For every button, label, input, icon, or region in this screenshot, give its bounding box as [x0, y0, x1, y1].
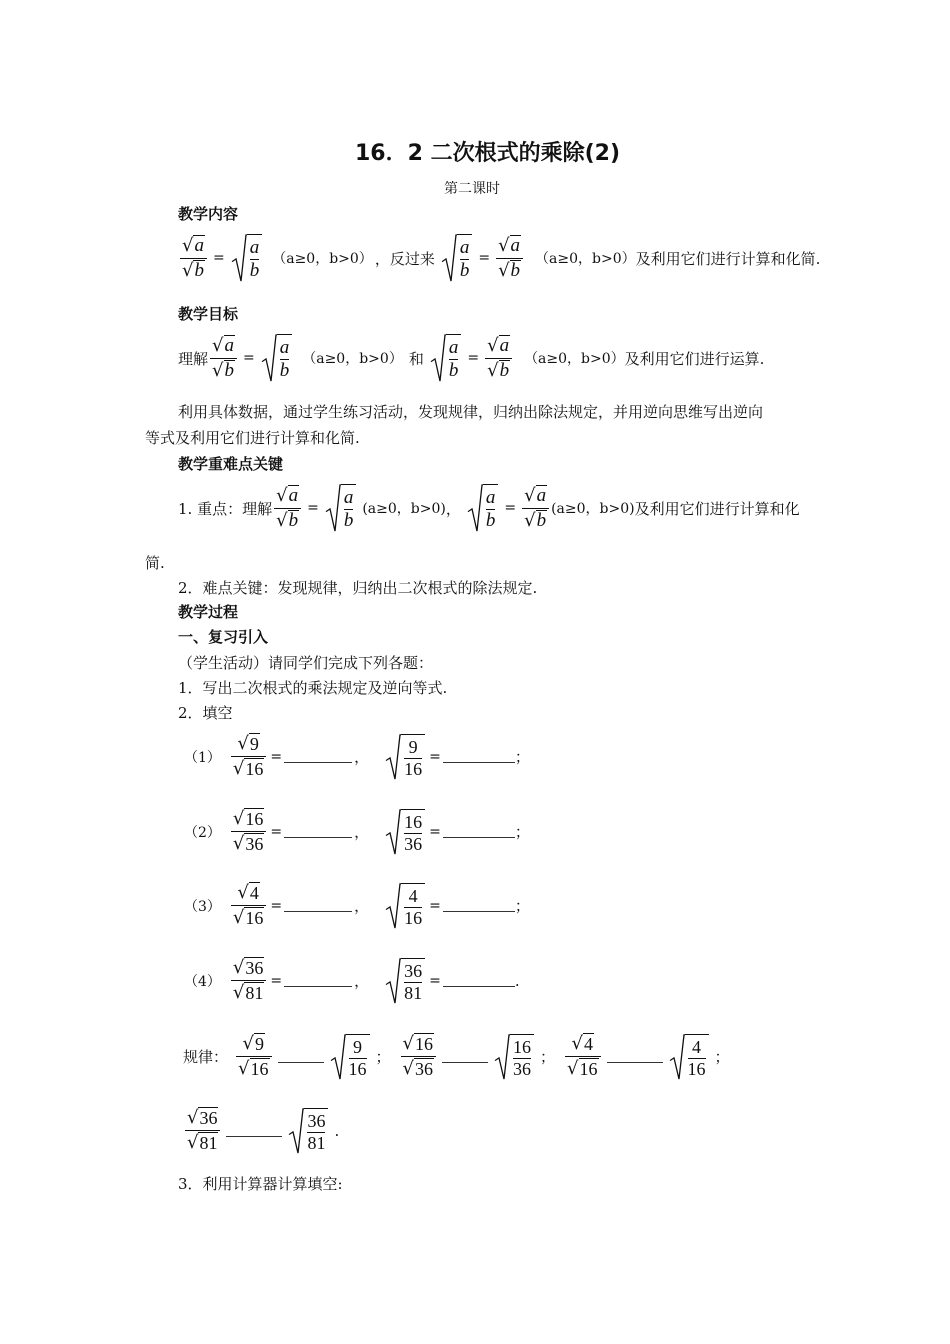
fraction-sqrt-over-sqrt: √ 36 √ 81	[185, 1107, 220, 1154]
fill-item-4: （4） √ 36 √ 81 = ， 36 81 = .	[184, 957, 520, 1003]
item-label: （3）	[184, 898, 221, 915]
sqrt-a-over-b: a b	[467, 484, 499, 532]
answer-blank[interactable]	[443, 899, 515, 912]
answer-blank[interactable]	[284, 825, 352, 838]
item-label: （1）	[184, 749, 221, 766]
compare-blank[interactable]	[226, 1124, 282, 1137]
sqrt-of-fraction: 16 36	[385, 809, 425, 855]
sqrt-a-over-b: a b	[325, 484, 357, 532]
fraction-sqrt-a-over-sqrt-b: √ a √ b	[210, 335, 237, 382]
fill-item-3: （3） √ 4 √ 16 = ， 4 16 = ；	[184, 882, 530, 928]
answer-blank[interactable]	[443, 974, 515, 987]
answer-blank[interactable]	[284, 974, 352, 987]
student-activity: （学生活动）请同学们完成下列各题：	[178, 654, 434, 672]
key-point-cont: 简.	[145, 554, 165, 572]
section-heading-content: 教学内容	[178, 205, 239, 223]
fill-item-1: （1） √ 9 √ 16 = ， 9 16 = ；	[184, 733, 530, 779]
fraction-sqrt-over-sqrt: √ 9 √ 16	[236, 1033, 271, 1080]
goal-paragraph: 利用具体数据，通过学生练习活动，发现规律，归纳出除法规定，并用逆向思维写出逆向	[178, 403, 764, 421]
section-heading-goal: 教学目标	[178, 305, 239, 323]
fraction-sqrt-a-over-sqrt-b: √ a √ b	[274, 485, 301, 532]
question-3: 3．利用计算器计算填空:	[178, 1175, 343, 1193]
answer-blank[interactable]	[284, 750, 352, 763]
fill-item-2: （2） √ 16 √ 36 = ， 16 36 = ；	[184, 808, 530, 854]
answer-blank[interactable]	[284, 899, 352, 912]
answer-blank[interactable]	[443, 750, 515, 763]
question-1: 1．写出二次根式的乘法规定及逆向等式.	[178, 679, 448, 697]
fraction-sqrt-a-over-sqrt-b: √ a √ b	[522, 485, 549, 532]
fraction-sqrt-over-sqrt: √ 16 √ 36	[231, 808, 266, 855]
subheading-review: 一、复习引入	[178, 628, 269, 646]
item-label: （2）	[184, 824, 221, 841]
goal-formula-row: 理解 √ a √ b = a b （a≥0，b>0） 和 a b = √ a √ b （a≥0，b>0） 及利用它们进行运算.	[178, 334, 765, 381]
fraction-sqrt-a-over-sqrt-b: √ a √ b	[496, 235, 523, 282]
sqrt-of-fraction: 36 81	[288, 1108, 328, 1154]
subtitle: 第二课时	[444, 181, 500, 197]
rule-row-cont: √ 36 √ 81 36 81 .	[187, 1107, 340, 1153]
page-title: 16．2 二次根式的乘除(2)	[355, 141, 620, 166]
fraction-sqrt-over-sqrt: √ 16 √ 36	[401, 1033, 436, 1080]
sqrt-a-over-b: a b	[441, 234, 473, 282]
rule-row: 规律： √ 9 √ 16 9 16 ； √ 16 √ 36 16 36 ； √ 4 √ 16 4 16 ；	[183, 1033, 730, 1079]
sqrt-of-fraction: 16 36	[494, 1034, 534, 1080]
question-2: 2．填空	[178, 704, 233, 722]
section-heading-process: 教学过程	[178, 603, 239, 621]
fraction-sqrt-over-sqrt: √ 4 √ 16	[565, 1033, 600, 1080]
compare-blank[interactable]	[607, 1050, 663, 1063]
item-label: （4）	[184, 973, 221, 990]
sqrt-of-fraction: 4 16	[669, 1034, 709, 1080]
content-formula-row: √ a √ b = a b （a≥0，b>0） ，反过来 a b = √ a √ b （a≥0，b>0） 及利用它们进行计算和化简.	[182, 234, 821, 281]
section-heading-key: 教学重难点关键	[178, 455, 284, 473]
fraction-sqrt-over-sqrt: √ 4 √ 16	[231, 882, 266, 929]
sqrt-of-fraction: 9 16	[330, 1034, 370, 1080]
answer-blank[interactable]	[443, 825, 515, 838]
fraction-sqrt-a-over-sqrt-b: √ a √ b	[485, 335, 512, 382]
fraction-sqrt-a-over-sqrt-b: √ a √ b	[180, 235, 207, 282]
sqrt-a-over-b: a b	[430, 334, 462, 382]
sqrt-of-fraction: 4 16	[385, 883, 425, 929]
key-difficulty: 2．难点关键：发现规律，归纳出二次根式的除法规定.	[178, 579, 538, 597]
compare-blank[interactable]	[278, 1050, 324, 1063]
compare-blank[interactable]	[442, 1050, 488, 1063]
fraction-sqrt-over-sqrt: √ 9 √ 16	[231, 733, 266, 780]
sqrt-of-fraction: 9 16	[385, 734, 425, 780]
goal-paragraph-cont: 等式及利用它们进行计算和化简.	[145, 429, 360, 447]
fraction-sqrt-over-sqrt: √ 36 √ 81	[231, 957, 266, 1004]
sqrt-a-over-b: a b	[261, 334, 293, 382]
sqrt-a-over-b: a b	[231, 234, 263, 282]
key-point-row: 1. 重点：理解 √ a √ b = a b (a≥0，b>0) ， a b = √ a √ b (a≥0，b>0) 及利用它们进行计算和化	[178, 484, 800, 531]
sqrt-of-fraction: 36 81	[385, 958, 425, 1004]
